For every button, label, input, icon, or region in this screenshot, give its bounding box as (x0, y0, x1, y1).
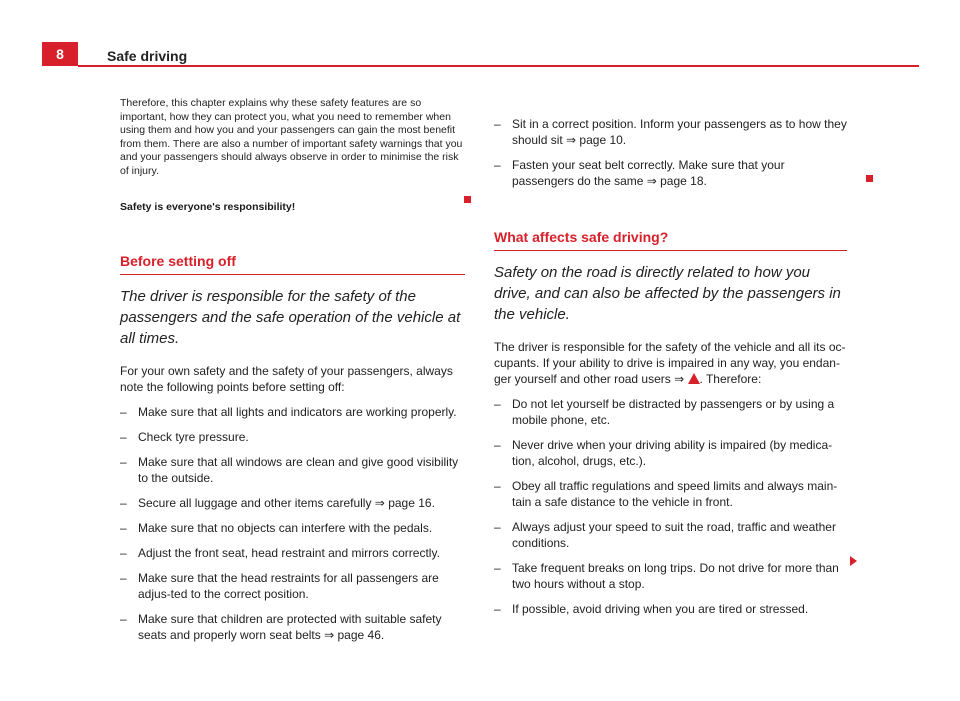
warning-triangle-icon[interactable] (688, 373, 700, 384)
list-item: – Make sure that no objects can interfere with the pedals. (120, 520, 465, 536)
section-body (494, 339, 847, 387)
list-item: – Make sure that children are protected with suitable safety seats and properly worn seat belts ⇒ page 46. (120, 611, 465, 643)
section-heading-before-setting-off: Before setting off (120, 253, 465, 275)
section-end-marker (464, 196, 471, 203)
seating-list (494, 116, 847, 189)
responsibility-note (120, 200, 465, 214)
body-text-start: The driver is responsible for the safety of the vehicle and all its oc-cupants. If your ability to drive is impaired in any way, you endan-ger yourself and other road users ⇒ (494, 340, 846, 386)
page-number: 8 (42, 42, 78, 66)
list-item: – Do not let yourself be distracted by passengers or by using a mobile phone, etc. (494, 396, 847, 428)
section-body: For your own safety and the safety of your passengers, always note the following points before setting off: (120, 364, 453, 394)
list-item: – Make sure that all lights and indicators are working properly. (120, 404, 465, 420)
header-rule (78, 65, 919, 67)
list-item: – Take frequent breaks on long trips. Do not drive for more than two hours without a stop. (494, 560, 847, 592)
section-intro: The driver is responsible for the safety of the passengers and the safe operation of the vehicle at all times. (120, 288, 461, 347)
left-column (120, 97, 465, 643)
responsibility-note-text: Safety is everyone's responsibility! (120, 201, 296, 213)
section-heading-what-affects: What affects safe driving? (494, 229, 847, 251)
list-item: – Make sure that the head restraints for all passengers are adjus-ted to the correct position. (120, 570, 465, 602)
list-item: – Adjust the front seat, head restraint and mirrors correctly. (120, 545, 465, 561)
body-text-end: . Therefore: (699, 372, 762, 386)
chapter-title: Safe driving (107, 48, 188, 64)
list-item: – Sit in a correct position. Inform your passengers as to how they should sit ⇒ page 10. (494, 116, 847, 148)
list-item: – Fasten your seat belt correctly. Make sure that your passengers do the same ⇒ page 18. (494, 157, 847, 189)
right-column (494, 116, 847, 617)
list-item: – Never drive when your driving ability is impaired (by medica-tion, alcohol, drugs, etc.). (494, 437, 847, 469)
list-item: – Obey all traffic regulations and speed limits and always main-tain a safe distance to the vehicle in front. (494, 478, 847, 510)
list-item: – Secure all luggage and other items carefully ⇒ page 16. (120, 495, 465, 511)
list-item: – Make sure that all windows are clean and give good visibility to the outside. (120, 454, 465, 486)
checklist (120, 404, 465, 643)
continue-arrow-icon (850, 556, 857, 566)
intro-paragraph: Therefore, this chapter explains why these safety features are so important, how they can protect you, what you need to remember when using them and how you and your passengers can gain the most benefit from them. There are also a number of important safety warnings that you and your passengers should always observe in order to minimise the risk of injury. (120, 97, 463, 177)
driving-rules-list (494, 396, 847, 617)
section-intro: Safety on the road is directly related to how you drive, and can also be affected by the passengers in the vehicle. (494, 264, 841, 323)
list-item: – If possible, avoid driving when you are tired or stressed. (494, 601, 847, 617)
section-end-marker (866, 175, 873, 182)
list-item: – Always adjust your speed to suit the road, traffic and weather conditions. (494, 519, 847, 551)
list-item: – Check tyre pressure. (120, 429, 465, 445)
